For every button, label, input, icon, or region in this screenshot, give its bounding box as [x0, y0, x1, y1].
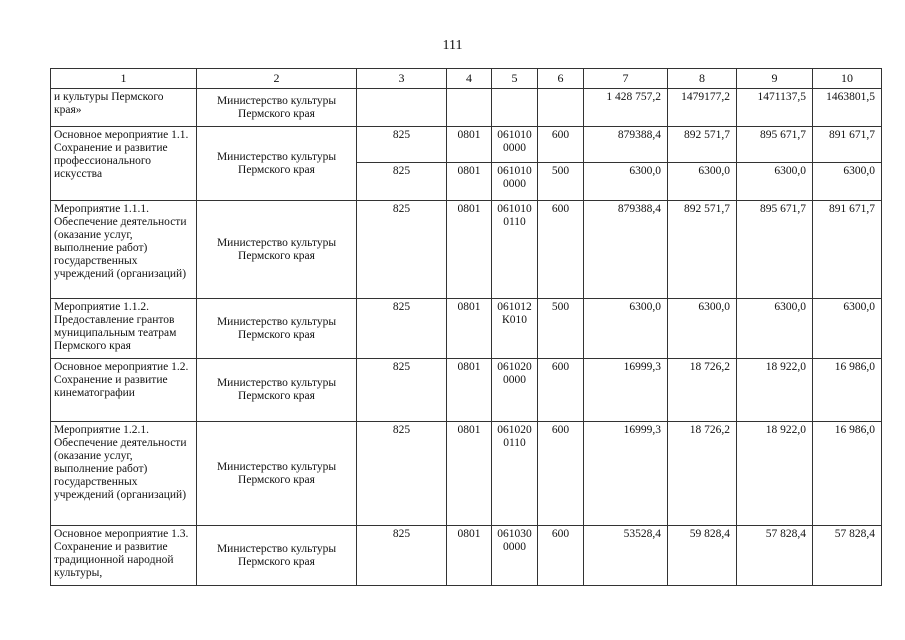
- cell-col-4: 0801: [447, 359, 492, 422]
- cell-col-3: [357, 89, 447, 127]
- column-header-9: 9: [737, 69, 813, 89]
- column-header-10: 10: [813, 69, 882, 89]
- table-row: [51, 359, 882, 422]
- cell-col-7: 6300,0: [584, 163, 668, 201]
- cell-col-3: 825: [357, 359, 447, 422]
- cell-col-3: 825: [357, 299, 447, 359]
- cell-col-7: 16999,3: [584, 422, 668, 526]
- cell-col-5: 061010 0110: [492, 201, 538, 299]
- cell-col-3: 825: [357, 163, 447, 201]
- cell-col-8: 892 571,7: [668, 127, 737, 163]
- cell-col-9: 6300,0: [737, 299, 813, 359]
- cell-col-9: 57 828,4: [737, 526, 813, 586]
- cell-col-9: 895 671,7: [737, 127, 813, 163]
- cell-col-10: 1463801,5: [813, 89, 882, 127]
- cell-col-10: 6300,0: [813, 299, 882, 359]
- cell-col-9: 895 671,7: [737, 201, 813, 299]
- cell-col-4: 0801: [447, 526, 492, 586]
- table-row: [51, 299, 882, 359]
- cell-col-4: 0801: [447, 422, 492, 526]
- cell-col-7: 879388,4: [584, 127, 668, 163]
- cell-col-8: 59 828,4: [668, 526, 737, 586]
- cell-col-5: 061010 0000: [492, 163, 538, 201]
- table-row: [51, 201, 882, 299]
- cell-col-8: 892 571,7: [668, 201, 737, 299]
- cell-col-8: 18 726,2: [668, 359, 737, 422]
- cell-col-6: 600: [538, 359, 584, 422]
- cell-col-10: 891 671,7: [813, 201, 882, 299]
- table-row: [51, 526, 882, 586]
- cell-col-3: 825: [357, 127, 447, 163]
- column-header-8: 8: [668, 69, 737, 89]
- executor-cell: Министерство культуры Пермского края: [197, 526, 357, 586]
- cell-col-6: 500: [538, 163, 584, 201]
- cell-col-8: 6300,0: [668, 163, 737, 201]
- column-header-4: 4: [447, 69, 492, 89]
- cell-col-10: 57 828,4: [813, 526, 882, 586]
- cell-col-5: 061012 К010: [492, 299, 538, 359]
- executor-cell: Министерство культуры Пермского края: [197, 299, 357, 359]
- cell-col-10: 16 986,0: [813, 359, 882, 422]
- activity-name-cell: Мероприятие 1.1.2. Предоставление грантов муниципальным театрам Пермского края: [51, 299, 197, 359]
- table-row: [51, 127, 882, 163]
- activity-name-cell: Основное мероприятие 1.1. Сохранение и развитие профессионального искусства: [51, 127, 197, 201]
- executor-cell: Министерство культуры Пермского края: [197, 201, 357, 299]
- executor-cell: Министерство культуры Пермского края: [197, 359, 357, 422]
- activity-name-cell: Основное мероприятие 1.2. Сохранение и развитие кинематографии: [51, 359, 197, 422]
- cell-col-9: 18 922,0: [737, 359, 813, 422]
- column-header-2: 2: [197, 69, 357, 89]
- activity-name-cell: Основное мероприятие 1.3. Сохранение и развитие традиционной народной культуры,: [51, 526, 197, 586]
- cell-col-9: 1471137,5: [737, 89, 813, 127]
- executor-cell: Министерство культуры Пермского края: [197, 422, 357, 526]
- cell-col-8: 1479177,2: [668, 89, 737, 127]
- cell-col-5: 061020 0000: [492, 359, 538, 422]
- cell-col-6: 600: [538, 201, 584, 299]
- header-row: [51, 69, 882, 89]
- cell-col-4: 0801: [447, 163, 492, 201]
- executor-cell: Министерство культуры Пермского края: [197, 89, 357, 127]
- column-header-3: 3: [357, 69, 447, 89]
- cell-col-6: 600: [538, 526, 584, 586]
- cell-col-4: 0801: [447, 299, 492, 359]
- cell-col-8: 6300,0: [668, 299, 737, 359]
- activity-name-cell: и культуры Пермского края»: [51, 89, 197, 127]
- page-number: 111: [442, 38, 463, 53]
- activity-name-cell: Мероприятие 1.1.1. Обеспечение деятельности (оказание услуг, выполнение работ) государственных учреждений (организаций): [51, 201, 197, 299]
- cell-col-6: 600: [538, 422, 584, 526]
- cell-col-7: 53528,4: [584, 526, 668, 586]
- cell-col-3: 825: [357, 422, 447, 526]
- cell-col-8: 18 726,2: [668, 422, 737, 526]
- activity-name-cell: Мероприятие 1.2.1. Обеспечение деятельности (оказание услуг, выполнение работ) государственных учреждений (организаций): [51, 422, 197, 526]
- cell-col-5: 061020 0110: [492, 422, 538, 526]
- cell-col-10: 6300,0: [813, 163, 882, 201]
- cell-col-9: 6300,0: [737, 163, 813, 201]
- executor-cell: Министерство культуры Пермского края: [197, 127, 357, 201]
- column-header-6: 6: [538, 69, 584, 89]
- cell-col-3: 825: [357, 526, 447, 586]
- cell-col-6: [538, 89, 584, 127]
- cell-col-4: [447, 89, 492, 127]
- cell-col-7: 1 428 757,2: [584, 89, 668, 127]
- cell-col-10: 16 986,0: [813, 422, 882, 526]
- cell-col-5: [492, 89, 538, 127]
- cell-col-7: 16999,3: [584, 359, 668, 422]
- cell-col-6: 600: [538, 127, 584, 163]
- cell-col-7: 879388,4: [584, 201, 668, 299]
- cell-col-6: 500: [538, 299, 584, 359]
- table-row: [51, 89, 882, 127]
- column-header-1: 1: [51, 69, 197, 89]
- cell-col-3: 825: [357, 201, 447, 299]
- budget-table: [50, 68, 882, 586]
- cell-col-7: 6300,0: [584, 299, 668, 359]
- cell-col-9: 18 922,0: [737, 422, 813, 526]
- column-header-5: 5: [492, 69, 538, 89]
- column-header-7: 7: [584, 69, 668, 89]
- cell-col-5: 061030 0000: [492, 526, 538, 586]
- cell-col-5: 061010 0000: [492, 127, 538, 163]
- cell-col-4: 0801: [447, 201, 492, 299]
- cell-col-10: 891 671,7: [813, 127, 882, 163]
- table-row: [51, 422, 882, 526]
- cell-col-4: 0801: [447, 127, 492, 163]
